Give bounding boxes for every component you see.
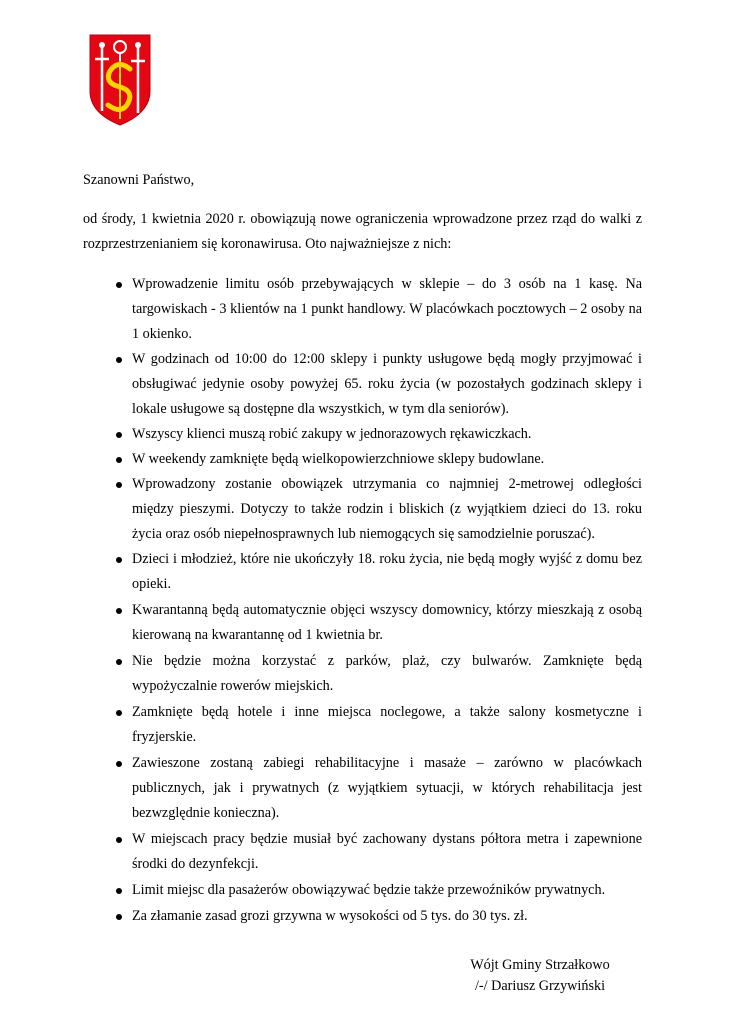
bullet-icon xyxy=(116,282,122,288)
letter-greeting: Szanowni Państwo, xyxy=(83,172,195,188)
bullet-icon xyxy=(116,659,122,665)
bullet-icon xyxy=(116,608,122,614)
bullet-icon xyxy=(116,482,122,488)
coat-of-arms-icon xyxy=(88,33,152,127)
bullet-icon xyxy=(116,432,122,438)
list-item-text: Limit miejsc dla pasażerów obowiązywać będzie także przewoźników prywatnych. xyxy=(132,882,606,898)
list-item-text: W weekendy zamknięte będą wielkopowierzchniowe sklepy budowlane. xyxy=(132,451,545,467)
bullet-icon xyxy=(116,914,122,920)
signature-name: /-/ Dariusz Grzywiński xyxy=(474,978,606,994)
list-item-text: W godzinach od 10:00 do 12:00 sklepy i punkty usługowe będą mogły przyjmować i obsługiwać jedynie osoby powyżej 65. roku życia (w pozostałych godzinach sklepy i lokale usługowe są dostępne dla wszystkich, w tym dla seniorów). xyxy=(132,351,642,417)
letter-intro: od środy, 1 kwietnia 2020 r. obowiązują nowe ograniczenia wprowadzone przez rząd do walki z rozprzestrzenianiem się koronawirusa. Oto najważniejsze z nich: xyxy=(83,211,642,252)
bullet-icon xyxy=(116,357,122,363)
bullet-icon xyxy=(116,888,122,894)
bullet-icon xyxy=(116,710,122,716)
list-item-text: Za złamanie zasad grozi grzywna w wysokości od 5 tys. do 30 tys. zł. xyxy=(132,908,528,924)
bullet-icon xyxy=(116,457,122,463)
list-item-text: Zawieszone zostaną zabiegi rehabilitacyjne i masaże – zarówno w placówkach publicznych, jak i prywatnych (z wyjątkiem sytuacji, w których rehabilitacja jest bezwzględnie konieczna). xyxy=(132,755,642,821)
list-item-text: Dzieci i młodzież, które nie ukończyły 18. roku życia, nie będą mogły wyjść z domu bez opieki. xyxy=(132,551,642,592)
bullet-icon xyxy=(116,837,122,843)
list-item-text: Wprowadzenie limitu osób przebywających w sklepie – do 3 osób na 1 kasę. Na targowiskach - 3 klientów na 1 punkt handlowy. W placówkach pocztowych – 2 osoby na 1 okienko. xyxy=(132,276,642,342)
list-item-text: Zamknięte będą hotele i inne miejsca noclegowe, a także salony kosmetyczne i fryzjerskie. xyxy=(132,704,642,745)
list-item-text: Nie będzie można korzystać z parków, plaż, czy bulwarów. Zamknięte będą wypożyczalnie rowerów miejskich. xyxy=(132,653,642,694)
signature-title: Wójt Gminy Strzałkowo xyxy=(470,957,610,973)
list-item-text: Kwarantanną będą automatycznie objęci wszyscy domownicy, którzy mieszkają z osobą kierowaną na kwarantannę od 1 kwietnia br. xyxy=(132,602,642,643)
bullet-icon xyxy=(116,557,122,563)
list-item-text: W miejscach pracy będzie musiał być zachowany dystans półtora metra i zapewnione środki do dezynfekcji. xyxy=(132,831,642,872)
signature-block xyxy=(465,955,615,997)
list-item-text: Wprowadzony zostanie obowiązek utrzymania co najmniej 2-metrowej odległości między pieszymi. Dotyczy to także rodzin i bliskich (z wyjątkiem dzieci do 13. roku życia oraz osób niepełnosprawnych lub niemogących się samodzielnie poruszać). xyxy=(132,476,642,542)
bullet-icon xyxy=(116,761,122,767)
list-item-text: Wszyscy klienci muszą robić zakupy w jednorazowych rękawiczkach. xyxy=(132,426,532,442)
